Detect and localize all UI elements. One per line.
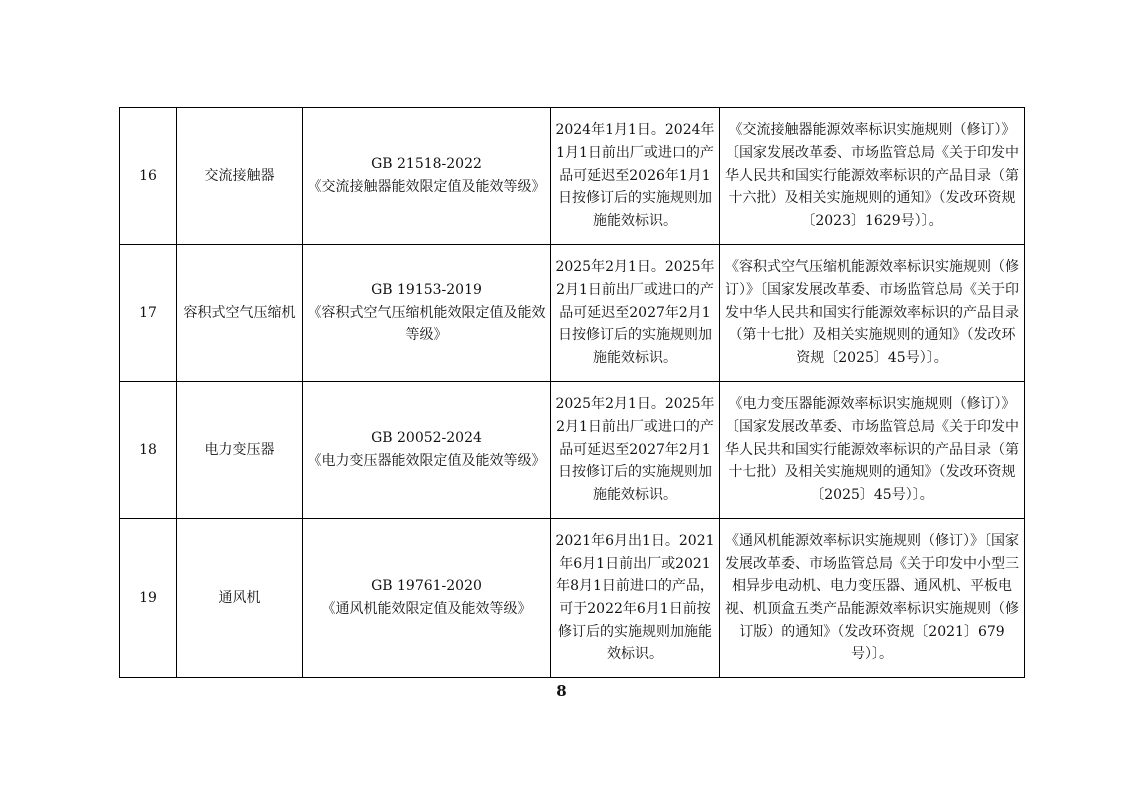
standard-name: 《通风机能效限定值及能效等级》 bbox=[321, 601, 532, 617]
table-row bbox=[120, 519, 1025, 678]
standard-code: GB 21518-2022 bbox=[371, 156, 482, 173]
row-number: 19 bbox=[120, 519, 177, 678]
row-number: 18 bbox=[120, 382, 177, 519]
table-row bbox=[120, 245, 1025, 382]
page-number: 8 bbox=[556, 682, 567, 700]
implementation-rules: 《电力变压器能源效率标识实施规则（修订）》〔国家发展改革委、市场监管总局《关于印发中华人民共和国实行能源效率标识的产品目录（第十七批）及相关实施规则的通知》（发改环资规〔2025〕45号）〕。 bbox=[720, 382, 1025, 519]
standard-cell bbox=[303, 519, 551, 678]
product-name: 通风机 bbox=[177, 519, 303, 678]
product-name: 容积式空气压缩机 bbox=[177, 245, 303, 382]
catalog-table bbox=[119, 107, 1025, 678]
standard-name: 《容积式空气压缩机能效限定值及能效等级》 bbox=[307, 304, 546, 344]
standard-name: 《电力变压器能效限定值及能效等级》 bbox=[307, 453, 546, 469]
implementation-date: 2021年6月出1日。2021年6月1日前出厂或2021年8月1日前进口的产品，可于2022年6月1日前按修订后的实施规则加施能效标识。 bbox=[551, 519, 720, 678]
implementation-rules: 《容积式空气压缩机能源效率标识实施规则（修订）》〔国家发展改革委、市场监管总局《关于印发中华人民共和国实行能源效率标识的产品目录（第十七批）及相关实施规则的通知》（发改环资规〔2025〕45号）〕。 bbox=[720, 245, 1025, 382]
implementation-date: 2025年2月1日。2025年2月1日前出厂或进口的产品可延迟至2027年2月1日按修订后的实施规则加施能效标识。 bbox=[551, 382, 720, 519]
standard-code: GB 19761-2020 bbox=[371, 578, 482, 595]
standard-code: GB 20052-2024 bbox=[371, 430, 482, 447]
implementation-rules: 《交流接触器能源效率标识实施规则（修订）》〔国家发展改革委、市场监管总局《关于印发中华人民共和国实行能源效率标识的产品目录（第十六批）及相关实施规则的通知》（发改环资规〔2023〕1629号）〕。 bbox=[720, 108, 1025, 245]
standard-name: 《交流接触器能效限定值及能效等级》 bbox=[307, 179, 546, 195]
standard-code: GB 19153-2019 bbox=[371, 281, 482, 298]
standard-cell bbox=[303, 108, 551, 245]
product-name: 交流接触器 bbox=[177, 108, 303, 245]
row-number: 17 bbox=[120, 245, 177, 382]
standard-cell bbox=[303, 245, 551, 382]
product-name: 电力变压器 bbox=[177, 382, 303, 519]
implementation-rules: 《通风机能源效率标识实施规则（修订）》〔国家发展改革委、市场监管总局《关于印发中小型三相异步电动机、电力变压器、通风机、平板电视、机顶盒五类产品能源效率标识实施规则（修订版）的通知》（发改环资规〔2021〕679号）〕。 bbox=[720, 519, 1025, 678]
table-row bbox=[120, 382, 1025, 519]
standard-cell bbox=[303, 382, 551, 519]
implementation-date: 2024年1月1日。2024年1月1日前出厂或进口的产品可延迟至2026年1月1日按修订后的实施规则加施能效标识。 bbox=[551, 108, 720, 245]
implementation-date: 2025年2月1日。2025年2月1日前出厂或进口的产品可延迟至2027年2月1日按修订后的实施规则加施能效标识。 bbox=[551, 245, 720, 382]
table-row bbox=[120, 108, 1025, 245]
row-number: 16 bbox=[120, 108, 177, 245]
